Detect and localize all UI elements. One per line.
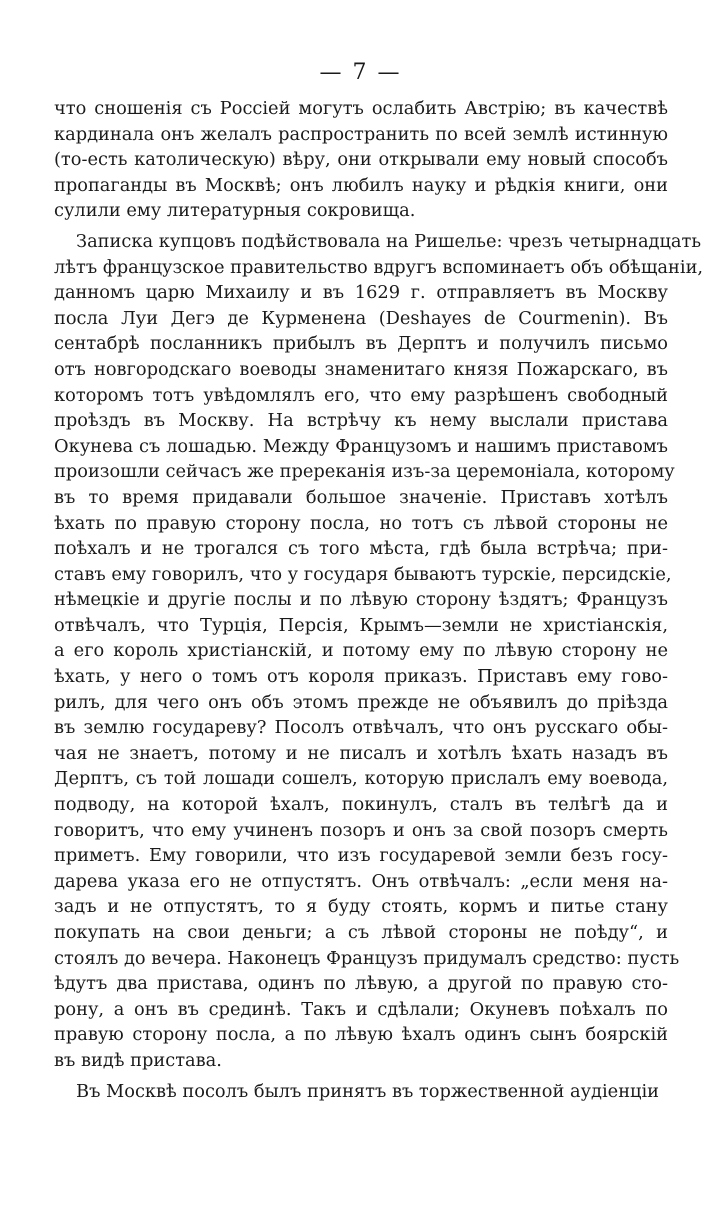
text-line: которомъ тотъ увѣдомлялъ его, что ему разрѣшенъ свободный	[54, 384, 668, 406]
text-line: покупать на свои деньги; а съ лѣвой стороны не поѣду“, и	[54, 922, 668, 943]
text-line: отвѣчалъ, что Турція, Персія, Крымъ—земли не христіанскія,	[54, 614, 668, 636]
text-line: правую сторону посла, а по лѣвую ѣхалъ одинъ сынъ боярскій	[54, 1024, 668, 1046]
text-line: приметъ. Ему говорили, что изъ государевой земли безъ госу-	[54, 845, 668, 867]
text-line: ѣхать, у него о томъ отъ короля приказъ. Приставъ ему гово-	[54, 666, 668, 688]
text-line: подводу, на которой ѣхалъ, покинулъ, сталъ въ телѣгѣ да и	[54, 794, 668, 816]
text-line: нѣмецкіе и другіе послы и по лѣвую сторону ѣздятъ; Французъ	[54, 589, 668, 611]
text-line: сентабрѣ посланникъ прибылъ въ Дерптъ и получилъ письмо	[54, 333, 668, 355]
text-line: сулили ему литературныя сокровища.	[54, 200, 416, 222]
text-line: произошли сейчасъ же пререканія изъ-за церемоніала, которому	[54, 461, 675, 483]
paragraph	[54, 229, 704, 1074]
text-line: рону, а онъ въ срединѣ. Такъ и сдѣлали; Окуневъ поѣхалъ по	[54, 998, 668, 1020]
text-line: лѣтъ французское правительство вдругъ вспоминаетъ объ обѣщаніи,	[54, 256, 704, 278]
text-line: Въ Москвѣ посолъ былъ принятъ въ торжественной аудіенціи	[76, 1080, 660, 1102]
text-line: ѣдутъ два пристава, одинъ по лѣвую, а другой по правую сто-	[54, 973, 668, 995]
text-line: поѣхалъ и не трогался съ того мѣста, гдѣ была встрѣча; при-	[54, 538, 668, 560]
text-line: въ то время придавали большое значеніе. Приставъ хотѣлъ	[54, 486, 668, 508]
text-line: рилъ, для чего онъ объ этомъ прежде не объявилъ до пріѣзда	[54, 691, 668, 713]
text-line: (то-есть католическую) вѣру, они открывали ему новый способъ	[54, 149, 668, 171]
text-line: проѣздъ въ Москву. На встрѣчу къ нему выслали пристава	[54, 410, 668, 432]
text-line: кардинала онъ желалъ распространить по всей землѣ истинную	[54, 123, 668, 145]
text-line: ставъ ему говорилъ, что у государя бываютъ турскіе, персидскіе,	[54, 563, 672, 585]
text-line: говоритъ, что ему учиненъ позоръ и онъ за свой позоръ смерть	[54, 819, 668, 841]
text-line: Записка купцовъ подѣйствовала на Ришелье: чрезъ четырнадцать	[76, 230, 702, 252]
text-line: задъ и не отпустятъ, то я буду стоять, кормъ и питье стану	[54, 896, 668, 918]
text-line: дарева указа его не отпустятъ. Онъ отвѣчалъ: „если меня на-	[54, 870, 668, 892]
text-line: въ землю государеву? Посолъ отвѣчалъ, что онъ русскаго обы-	[54, 717, 668, 739]
paragraph	[54, 96, 668, 224]
text-line: посла Луи Дегэ де Курменена (Deshayes de Courmenin). Въ	[54, 307, 668, 329]
text-line: ѣхать по правую сторону посла, но тотъ съ лѣвой стороны не	[54, 512, 668, 534]
text-line: стоялъ до вечера. Наконецъ Французъ придумалъ средство: пусть	[54, 947, 680, 969]
text-line: отъ новгородскаго воеводы знаменитаго князя Пожарскаго, въ	[54, 358, 668, 380]
text-line: что сношенія съ Россіей могутъ ослабить Австрію; въ качествѣ	[54, 98, 668, 119]
text-line: данномъ царю Михаилу и въ 1629 г. отправляетъ въ Москву	[54, 282, 668, 304]
text-line: чая не знаетъ, потому и не писалъ и хотѣлъ ѣхать назадъ въ	[54, 742, 668, 764]
page-number: — 7 —	[319, 60, 402, 85]
body-text	[54, 96, 704, 1109]
paragraph	[54, 1079, 668, 1105]
text-line: а его король христіанскій, и потому ему по лѣвую сторону не	[54, 640, 668, 662]
text-line: Окунева съ лошадью. Между Французомъ и нашимъ приставомъ	[54, 435, 668, 457]
text-line: пропаганды въ Москвѣ; онъ любилъ науку и рѣдкія книги, они	[54, 174, 668, 196]
text-line: въ видѣ пристава.	[54, 1049, 222, 1071]
text-line: Дерптъ, съ той лошади сошелъ, которую прислалъ ему воевода,	[54, 768, 668, 790]
